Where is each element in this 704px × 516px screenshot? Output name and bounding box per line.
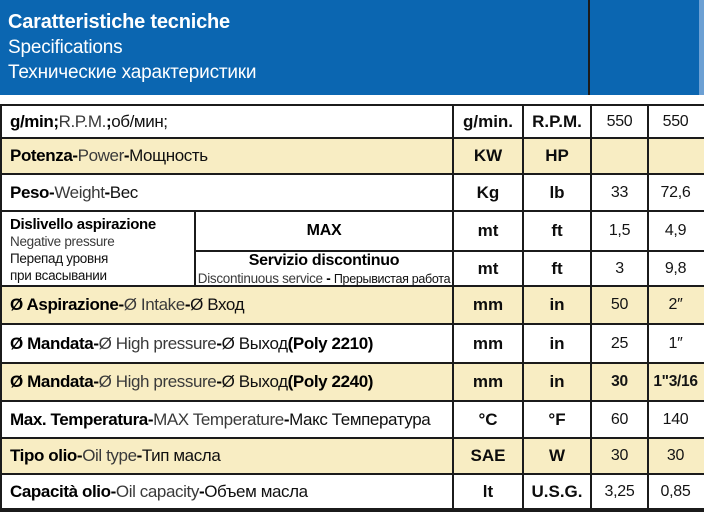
value-cell-1: 1,5 [590, 212, 647, 250]
unit-cell-1: Kg [452, 175, 522, 210]
label-segment: Ø Aspirazione [10, 295, 119, 314]
label-segment: Peso [10, 182, 50, 202]
label-segment: Ø Mandata [10, 333, 94, 353]
label-segment: Negative pressure [10, 233, 115, 249]
value-cell-1: 550 [590, 106, 647, 137]
label-segment: Servizio discontinuo [248, 252, 400, 269]
label-segment: R.P.M. [58, 111, 106, 131]
spec-row [2, 473, 704, 508]
label-segment: Ø Вход [190, 295, 245, 314]
label-segment: Макс Температура [289, 409, 431, 429]
label-line [10, 250, 194, 267]
unit-cell-2: °F [522, 402, 590, 437]
label-segment: - [136, 446, 142, 465]
unit-cell-2: ft [522, 252, 590, 285]
spec-row [2, 362, 704, 400]
value-cell-1: 60 [590, 402, 647, 437]
value-cell-2: 1"3/16 [647, 364, 702, 400]
header-column-divider [588, 0, 590, 95]
value-cell-1: 50 [590, 287, 647, 323]
label-segment: Объем масла [204, 481, 308, 501]
label-segment: - [283, 409, 290, 429]
spec-row [2, 285, 704, 323]
value-cell-2: 550 [647, 106, 702, 137]
value-cell-2: 0,85 [647, 475, 702, 508]
label-segment: Мощность [129, 146, 208, 165]
sub-row-title [249, 252, 399, 270]
unit-cell-2: W [522, 439, 590, 473]
sub-row-label [194, 212, 452, 250]
label-segment: Weight [54, 182, 105, 202]
value-cell-1: 33 [590, 175, 647, 210]
label-segment: (Poly 2240) [287, 372, 374, 391]
label-segment: Ø Выход [221, 333, 288, 353]
value-cell-2: 140 [647, 402, 702, 437]
spec-row [2, 400, 704, 437]
table-header [0, 0, 704, 95]
label-segment: - [72, 146, 78, 165]
unit-cell-1: KW [452, 139, 522, 173]
unit-cell-1: SAE [452, 439, 522, 473]
value-cell-2: 4,9 [647, 212, 702, 250]
label-segment: - [93, 333, 99, 353]
label-segment: Capacità olio [10, 481, 111, 501]
row-label [2, 325, 452, 362]
label-line [10, 233, 194, 250]
label-segment: - [184, 295, 191, 314]
label-segment: об/мин; [111, 111, 168, 131]
sub-row-label [194, 252, 452, 285]
label-segment: Прерывистая работа [333, 271, 451, 285]
value-cell-1: 30 [590, 364, 647, 400]
label-segment: Ø Выход [221, 372, 288, 391]
unit-cell-2: in [522, 325, 590, 362]
label-segment: - [118, 295, 124, 314]
label-segment: - [322, 270, 334, 285]
unit-cell-1: mt [452, 252, 522, 285]
unit-cell-2: ft [522, 212, 590, 250]
spec-row-split [2, 210, 704, 285]
label-segment: - [123, 146, 130, 165]
sub-row-title [307, 222, 342, 240]
unit-cell-1: lt [452, 475, 522, 508]
label-segment: Dislivello aspirazione [10, 215, 156, 233]
spec-table-rows [2, 104, 704, 508]
header-edge-strip [699, 0, 704, 95]
label-segment: - [216, 333, 222, 353]
label-segment: Ø Intake [123, 295, 185, 314]
value-cell-2: 1″ [647, 325, 702, 362]
unit-cell-2: in [522, 287, 590, 323]
label-segment: - [216, 372, 222, 391]
value-cell-2: 9,8 [647, 252, 702, 285]
row-label [2, 402, 452, 437]
value-cell-2: 2″ [647, 287, 702, 323]
label-segment: Вес [109, 182, 138, 202]
unit-cell-2: HP [522, 139, 590, 173]
header-subtitle-en: Specifications [8, 37, 123, 58]
label-segment: Oil type [82, 446, 137, 465]
spec-row [2, 173, 704, 210]
label-segment: Discontinuous service [197, 270, 323, 285]
unit-cell-1: mm [452, 287, 522, 323]
label-line [10, 216, 194, 233]
unit-cell-2: lb [522, 175, 590, 210]
row-label [2, 139, 452, 173]
label-segment: Tipo olio [10, 446, 77, 465]
row-label [2, 106, 452, 137]
value-cell-1: 25 [590, 325, 647, 362]
value-cell-1: 3,25 [590, 475, 647, 508]
spec-table [0, 104, 704, 512]
unit-cell-1: g/min. [452, 106, 522, 137]
value-cell-2 [647, 139, 702, 173]
label-segment: при всасывании [10, 267, 107, 283]
label-segment: - [110, 481, 116, 501]
label-segment: ; [105, 111, 112, 131]
unit-cell-2: U.S.G. [522, 475, 590, 508]
label-segment: Ø Mandata [10, 372, 94, 391]
spec-sub-row [194, 250, 704, 285]
value-cell-2: 72,6 [647, 175, 702, 210]
unit-cell-1: °C [452, 402, 522, 437]
row-label [2, 439, 452, 473]
unit-cell-1: mt [452, 212, 522, 250]
unit-cell-1: mm [452, 364, 522, 400]
unit-cell-2: R.P.M. [522, 106, 590, 137]
label-segment: Ø High pressure [98, 372, 217, 391]
spec-row [2, 137, 704, 173]
label-segment: g/min; [10, 111, 59, 131]
split-sub-rows [194, 212, 704, 285]
label-segment: MAX Temperature [153, 409, 284, 429]
label-segment: Max. Temperatura [10, 409, 148, 429]
row-label [2, 287, 452, 323]
label-segment: - [198, 481, 205, 501]
label-segment: Potenza [10, 146, 73, 165]
label-segment: Power [77, 146, 124, 165]
label-segment: - [104, 182, 110, 202]
label-segment: Oil capacity [115, 481, 199, 501]
label-line [10, 267, 194, 284]
label-segment: - [93, 372, 99, 391]
row-label [2, 175, 452, 210]
header-title: Caratteristiche tecniche [8, 11, 230, 33]
row-label [2, 364, 452, 400]
header-gap [0, 95, 704, 104]
spec-row [2, 437, 704, 473]
label-segment: MAX [306, 222, 342, 239]
value-cell-1: 3 [590, 252, 647, 285]
row-label [2, 475, 452, 508]
row-label-multiline [2, 212, 194, 285]
unit-cell-2: in [522, 364, 590, 400]
value-cell-2: 30 [647, 439, 702, 473]
label-segment: - [147, 409, 154, 429]
value-cell-1: 30 [590, 439, 647, 473]
header-subtitle-ru: Технические характеристики [8, 62, 257, 83]
value-cell-1 [590, 139, 647, 173]
label-segment: Тип масла [141, 446, 221, 465]
label-segment: (Poly 2210) [287, 333, 374, 353]
label-segment: Перепад уровня [10, 250, 109, 266]
unit-cell-1: mm [452, 325, 522, 362]
label-segment: Ø High pressure [98, 333, 217, 353]
label-segment: - [76, 446, 83, 465]
spec-sub-row [194, 212, 704, 250]
sub-row-subtitle [198, 271, 450, 286]
spec-row [2, 323, 704, 362]
label-segment: - [49, 182, 55, 202]
spec-row [2, 104, 704, 137]
